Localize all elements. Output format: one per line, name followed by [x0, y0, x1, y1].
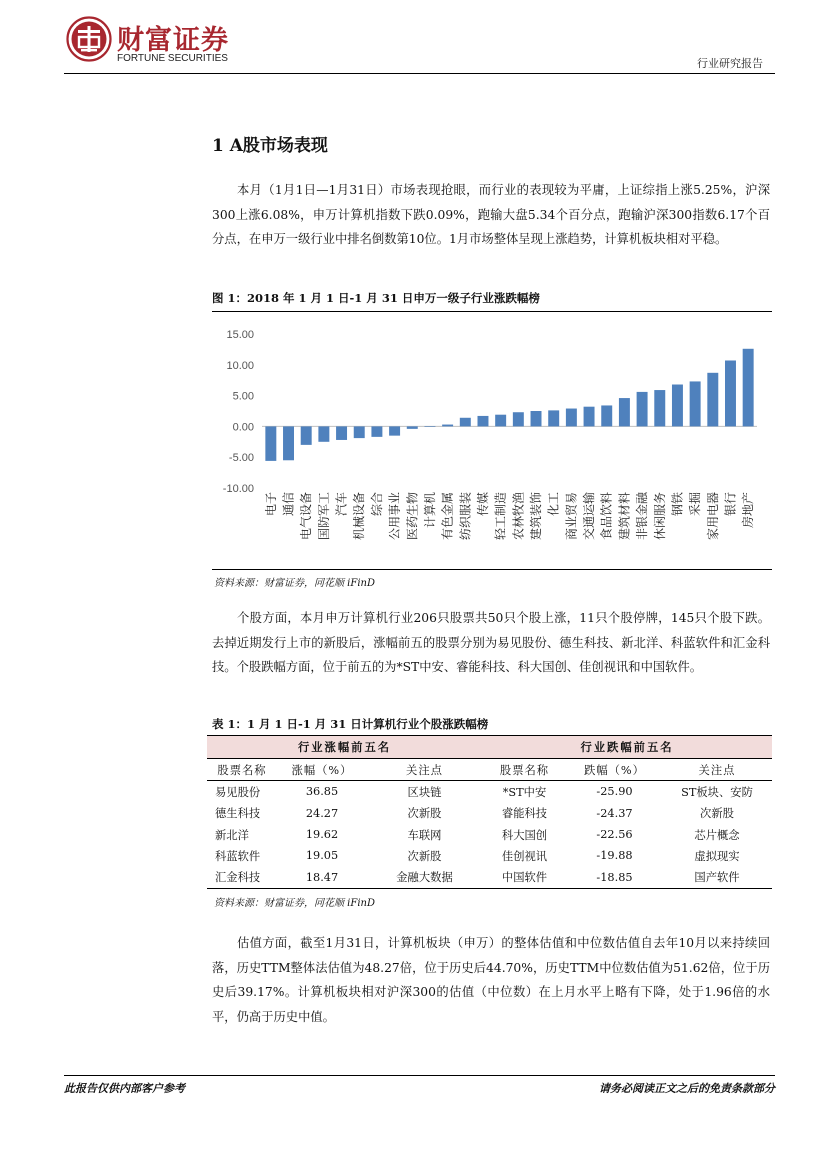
- bar: [495, 415, 506, 427]
- table-cell: 国产软件: [662, 866, 772, 888]
- table-cell: 次新股: [407, 807, 442, 821]
- table-caption: 表 1：1 月 1 日-1 月 31 日计算机行业个股涨跌幅榜: [212, 717, 489, 731]
- section-title: 1 A股市场表现: [212, 136, 328, 156]
- stock-change-table: [207, 735, 772, 889]
- bar: [318, 426, 329, 441]
- x-category-label: 轻工制造: [493, 492, 508, 541]
- bar: [513, 412, 524, 426]
- table-cell: 德生科技: [215, 807, 261, 821]
- document-type: 行业研究报告: [697, 57, 763, 70]
- paragraph-text: 个股方面，本月申万计算机行业206只股票共50只个股上涨，11只个股停牌，145只个股下跌。去掉近期发行上市的新股后，涨幅前五的股票分别为易见股份、德生科技、新北洋、科蓝软件和汇金科技。个股跌幅方面，位于前五的为*ST中安、睿能科技、科大国创、佳创视讯和中国软件。: [212, 611, 770, 674]
- x-category-label: 综合: [369, 492, 384, 517]
- x-category-label: 电气设备: [299, 492, 314, 541]
- figure-caption: 图 1：2018 年 1 月 1 日-1 月 31 日申万一级子行业涨跌幅榜: [212, 291, 540, 305]
- bar: [707, 373, 718, 427]
- bar: [265, 426, 276, 460]
- table-cell: 次新股: [700, 807, 734, 821]
- table-cell: ST板块、安防: [681, 785, 753, 799]
- column-header: 股票名称: [207, 759, 277, 781]
- table-cell: 36.85: [305, 785, 339, 799]
- table-group-header: [207, 736, 772, 759]
- y-tick-label: 10.00: [226, 359, 254, 372]
- table-cell: 24.27: [305, 806, 339, 820]
- bar: [460, 418, 471, 427]
- table-cell: 中国软件: [482, 866, 567, 888]
- x-category-label: 房地产: [741, 492, 756, 529]
- table-column-header: [207, 759, 772, 781]
- bar: [424, 426, 435, 427]
- table-cell: 科蓝软件: [215, 849, 261, 863]
- bar: [743, 349, 754, 427]
- x-category-label: 钢铁: [670, 492, 685, 517]
- figure-top-rule: [212, 311, 772, 312]
- table-source: 资料来源：财富证券，同花顺 iFinD: [214, 898, 375, 909]
- losers-group-header: 行业跌幅前五名: [482, 736, 772, 759]
- column-header: 关注点: [662, 759, 772, 781]
- table-cell: *ST中安: [502, 785, 547, 799]
- y-tick-label: -10.00: [222, 483, 254, 495]
- table-cell: 19.05: [305, 849, 339, 863]
- table-cell: -22.56: [596, 828, 633, 842]
- table-cell: 车联网: [407, 828, 442, 842]
- table-row: [207, 845, 772, 866]
- x-category-label: 休闲服务: [652, 492, 667, 541]
- table-cell: -19.88: [596, 849, 633, 863]
- bar: [389, 426, 400, 435]
- bar: [566, 409, 577, 427]
- table-cell: 科大国创: [501, 828, 548, 842]
- table-cell: 佳创视讯: [501, 849, 548, 863]
- paragraph-text: 估值方面，截至1月31日，计算机板块（申万）的整体估值和中位数估值自去年10月以来持续回落，历史TTM整体法估值为48.27倍，位于历史后44.70%，历史TTM中位数估值为51.62倍，位于历史后39.17%。计算机板块相对沪深300的估值（中位数）在上月水平上略有下降，处于1.96倍的水平，仍高于历史中值。: [212, 936, 770, 1024]
- table-cell: 18.47: [277, 866, 367, 888]
- table-cell: -24.37: [596, 806, 633, 820]
- x-category-label: 非银金融: [635, 492, 650, 541]
- bar: [354, 426, 365, 438]
- brand-name-en: FORTUNE SECURITIES: [117, 53, 228, 64]
- bar: [725, 360, 736, 426]
- bar: [672, 385, 683, 427]
- table-cell: 区块链: [407, 785, 442, 799]
- header-divider: [64, 73, 775, 74]
- paragraph-stock-moves: [212, 606, 770, 680]
- table-cell: 金融大数据: [367, 866, 482, 888]
- brand-logo: [66, 16, 112, 62]
- y-tick-label: 15.00: [226, 329, 254, 341]
- x-category-label: 化工: [546, 492, 561, 517]
- bar: [548, 410, 559, 426]
- x-category-label: 有色金属: [440, 492, 455, 541]
- x-category-label: 纺织服装: [458, 492, 473, 541]
- x-category-label: 传媒: [475, 492, 490, 517]
- bar: [478, 416, 489, 426]
- table-cell: 新北洋: [215, 828, 249, 842]
- table-cell: 19.62: [305, 828, 339, 842]
- bar: [531, 411, 542, 426]
- x-category-label: 国防军工: [316, 492, 331, 541]
- table-row: [207, 803, 772, 824]
- bar: [654, 390, 665, 426]
- x-category-label: 医药生物: [405, 492, 420, 541]
- x-category-label: 银行: [723, 492, 738, 517]
- gainers-group-header: 行业涨幅前五名: [207, 736, 482, 759]
- column-header: 跌幅（%）: [567, 759, 662, 781]
- industry-change-bar-chart: [212, 318, 772, 568]
- bar: [584, 407, 595, 427]
- y-tick-label: -5.00: [228, 452, 254, 465]
- bar: [301, 426, 312, 444]
- bar: [690, 381, 701, 426]
- table-cell: 汇金科技: [207, 866, 277, 888]
- x-category-label: 计算机: [422, 492, 437, 529]
- x-category-label: 汽车: [334, 492, 349, 517]
- table-cell: -25.90: [596, 785, 633, 799]
- bar: [637, 392, 648, 426]
- y-tick-label: 0.00: [232, 421, 254, 434]
- x-category-label: 公用事业: [387, 492, 402, 541]
- table-row: [207, 866, 772, 888]
- x-category-label: 建筑装饰: [529, 492, 544, 541]
- bar: [283, 426, 294, 460]
- bar: [601, 405, 612, 426]
- footer-disclaimer-right: 请务必阅读正文之后的免责条款部分: [599, 1082, 775, 1095]
- paragraph-text: 本月（1月1日—1月31日）市场表现抢眼，而行业的表现较为平庸，上证综指上涨5.25%，沪深300上涨6.08%，申万计算机指数下跌0.09%，跑输大盘5.34个百分点，跑输沪深300指数6.17个百分点，在申万一级行业中排名倒数第10位。1月市场整体呈现上涨趋势，计算机板块相对平稳。: [212, 183, 770, 246]
- brand-name-cn: 财富证券: [117, 25, 229, 56]
- x-category-label: 电子: [263, 492, 278, 517]
- table-cell: 芯片概念: [694, 828, 740, 842]
- x-category-label: 建筑材料: [617, 492, 632, 541]
- bar: [619, 398, 630, 426]
- x-category-label: 采掘: [688, 492, 703, 517]
- table-cell: 易见股份: [215, 785, 261, 799]
- column-header: 股票名称: [482, 759, 567, 781]
- figure-source: 资料来源：财富证券，同花顺 iFinD: [214, 578, 375, 589]
- bar: [442, 425, 453, 427]
- paragraph-market-overview: [212, 178, 770, 252]
- table-cell: -18.85: [567, 866, 662, 888]
- footer-divider: [64, 1075, 775, 1076]
- table-row: [207, 824, 772, 845]
- y-tick-label: 5.00: [232, 390, 254, 403]
- column-header: 关注点: [367, 759, 482, 781]
- bar: [371, 426, 382, 436]
- paragraph-valuation: [212, 931, 770, 1029]
- x-category-label: 家用电器: [705, 492, 720, 541]
- table-cell: 虚拟现实: [694, 849, 740, 863]
- bar: [336, 426, 347, 440]
- x-category-label: 机械设备: [352, 492, 367, 541]
- x-category-label: 通信: [281, 492, 296, 517]
- table-cell: 次新股: [407, 849, 442, 863]
- figure-bottom-rule: [212, 569, 772, 570]
- column-header: 涨幅（%）: [277, 759, 367, 781]
- x-category-label: 食品饮料: [599, 492, 614, 541]
- x-category-label: 商业贸易: [564, 492, 579, 541]
- bar: [407, 426, 418, 428]
- footer-disclaimer-left: 此报告仅供内部客户参考: [64, 1082, 185, 1095]
- table-cell: 睿能科技: [501, 807, 548, 821]
- table-row: [207, 781, 772, 803]
- x-category-label: 交通运输: [582, 492, 597, 541]
- x-category-label: 农林牧渔: [511, 492, 526, 541]
